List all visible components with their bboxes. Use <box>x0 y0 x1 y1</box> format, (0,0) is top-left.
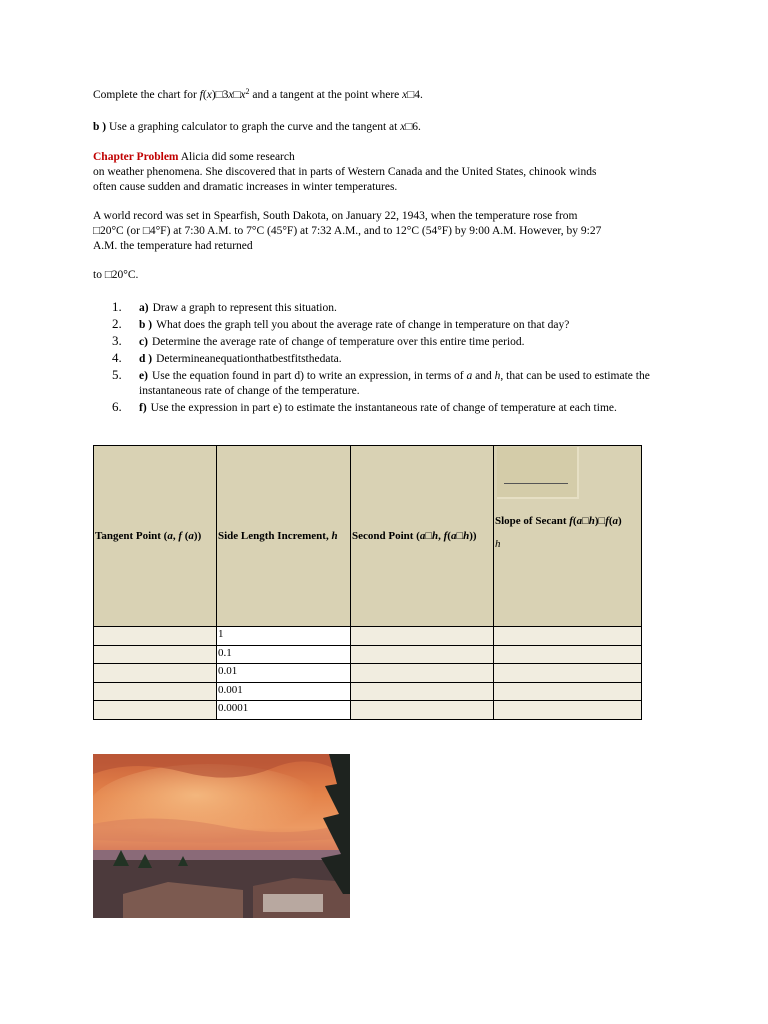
var-h: h <box>494 370 501 382</box>
question-list <box>112 301 657 418</box>
record-text: A world record was set in Spearfish, South Dakota, on January 22, 1943, when the temperature rose from <box>93 210 578 222</box>
table-row <box>94 701 642 720</box>
list-item <box>112 369 657 399</box>
list-item <box>112 301 657 316</box>
question-number: 1. <box>112 299 122 314</box>
header-tangent-point: Tangent Point (a, f (a)) <box>94 446 217 627</box>
question-text: Determineanequationthatbestfitsthedata. <box>156 353 342 365</box>
intro-text: Complete the chart for <box>93 89 200 101</box>
graphing-text: Use a graphing calculator to graph the curve and the tangent at <box>106 121 401 133</box>
exponent: 2 <box>245 87 250 96</box>
slope-cell[interactable] <box>494 682 642 701</box>
tangent-point-cell[interactable] <box>94 701 217 720</box>
record-text: □20°C (or □4°F) at 7:30 A.M. to 7°C (45°F) at 7:32 A.M., and to 12°C (54°F) by 9:00 A.M. However, by 9:27 <box>93 225 602 237</box>
paren: ( <box>202 89 207 101</box>
tangent-point-cell[interactable] <box>94 627 217 646</box>
second-point-cell[interactable] <box>351 664 494 683</box>
intro-text: □ <box>233 89 241 101</box>
table-row <box>94 645 642 664</box>
increment-cell: 0.01 <box>217 664 351 683</box>
question-number: 4. <box>112 350 122 365</box>
world-record-paragraph <box>93 209 693 254</box>
second-point-cell[interactable] <box>351 627 494 646</box>
increment-cell: 0.1 <box>217 645 351 664</box>
slope-cell[interactable] <box>494 627 642 646</box>
record-text: A.M. the temperature had returned <box>93 240 253 252</box>
question-text: , that can be used to estimate the instantaneous rate of change of the temperature. <box>139 370 650 397</box>
var-x: x <box>240 89 246 101</box>
var-x: x <box>206 89 212 101</box>
question-number: 3. <box>112 333 122 348</box>
intro-instruction <box>93 88 693 103</box>
chinook-sky-photo <box>93 754 350 918</box>
fraction-box <box>497 447 579 499</box>
tangent-point-cell[interactable] <box>94 664 217 683</box>
chapter-problem-label: Chapter Problem <box>93 151 179 163</box>
denominator-h: h <box>495 538 501 550</box>
var-x: x <box>400 121 406 133</box>
question-number: 6. <box>112 399 122 414</box>
question-text: Use the equation found in part d) to write an expression, in terms of <box>151 370 467 382</box>
table-row <box>94 682 642 701</box>
tangent-point-cell[interactable] <box>94 682 217 701</box>
header-side-length-increment: Side Length Increment, h <box>217 446 351 627</box>
increment-cell: 0.001 <box>217 682 351 701</box>
tangent-point-cell[interactable] <box>94 645 217 664</box>
slope-cell[interactable] <box>494 701 642 720</box>
header-slope-of-secant: Slope of Secant f(a□h)□f(a) h <box>494 446 642 627</box>
var-a: a <box>466 370 473 382</box>
question-number: 2. <box>112 316 122 331</box>
question-text: What does the graph tell you about the average rate of change in temperature on that day? <box>156 319 570 331</box>
second-point-cell[interactable] <box>351 645 494 664</box>
photo-illustration <box>93 754 350 918</box>
intro-text: )□3 <box>211 89 229 101</box>
question-label: b ) <box>139 319 153 331</box>
func-f: f <box>199 89 203 101</box>
house-wall <box>263 894 323 912</box>
question-label: e) <box>139 370 148 382</box>
table-row <box>94 664 642 683</box>
question-label: f) <box>139 402 147 414</box>
question-text: and <box>472 370 495 382</box>
question-label: d ) <box>139 353 153 365</box>
var-x: x <box>402 89 408 101</box>
record-text: to □20°C. <box>93 269 139 281</box>
question-text: Draw a graph to represent this situation. <box>152 302 337 314</box>
chapter-problem <box>93 150 693 195</box>
intro-text: and a tangent at the point where <box>249 89 403 101</box>
header-second-point: Second Point (a□h, f(a□h)) <box>351 446 494 627</box>
graphing-text: □6. <box>405 121 421 133</box>
increment-cell: 1 <box>217 627 351 646</box>
chapter-text: often cause sudden and dramatic increases in winter temperatures. <box>93 181 398 193</box>
second-point-cell[interactable] <box>351 701 494 720</box>
question-text: Determine the average rate of change of temperature over this entire time period. <box>151 336 525 348</box>
list-item <box>112 401 657 416</box>
fraction-bar <box>504 483 568 484</box>
question-label: c) <box>139 336 148 348</box>
list-item <box>112 352 657 367</box>
graphing-instruction <box>93 120 693 135</box>
part-label: b ) <box>93 121 107 133</box>
table-row <box>94 627 642 646</box>
list-item <box>112 318 657 333</box>
question-label: a) <box>139 302 149 314</box>
var-x: x <box>228 89 234 101</box>
intro-text: □4. <box>407 89 423 101</box>
chapter-text: on weather phenomena. She discovered that in parts of Western Canada and the United States, chinook winds <box>93 166 597 178</box>
question-number: 5. <box>112 367 122 382</box>
increment-cell: 0.0001 <box>217 701 351 720</box>
second-point-cell[interactable] <box>351 682 494 701</box>
chapter-text: Alicia did some research <box>178 151 295 163</box>
question-text: Use the expression in part e) to estimate the instantaneous rate of change of temperature at each time. <box>150 402 617 414</box>
slope-cell[interactable] <box>494 645 642 664</box>
slope-cell[interactable] <box>494 664 642 683</box>
list-item <box>112 335 657 350</box>
